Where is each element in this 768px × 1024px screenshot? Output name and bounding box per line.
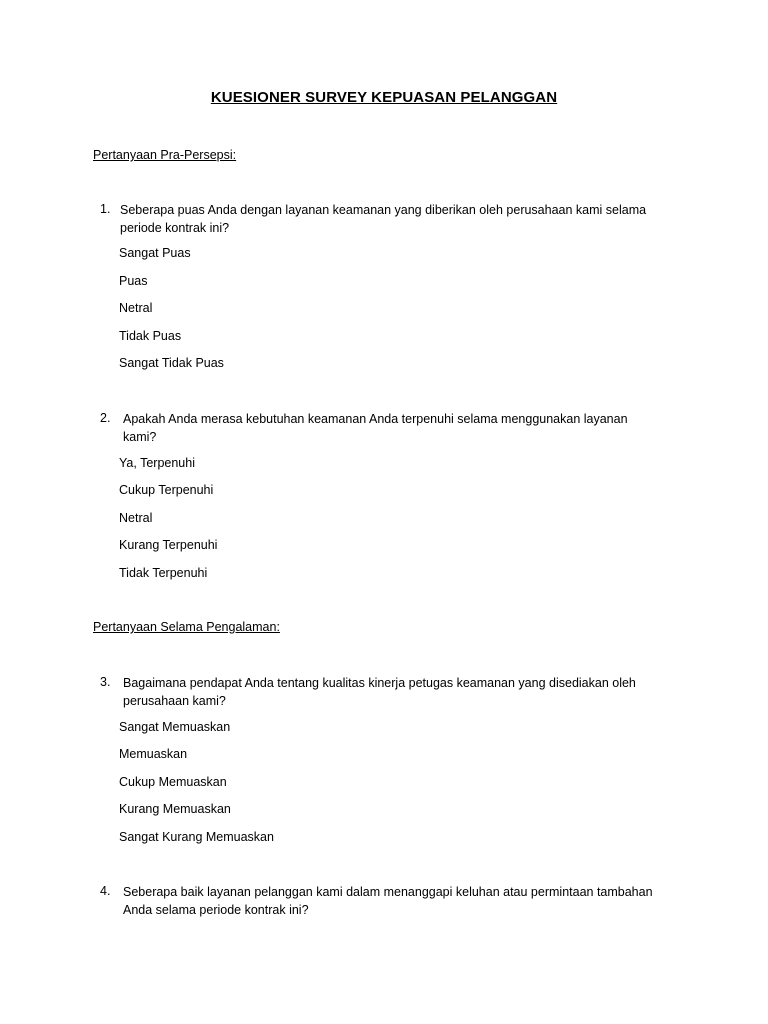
question-line: Seberapa puas Anda dengan layanan keamanan yang diberikan oleh perusahaan kami selama: [120, 203, 647, 217]
answer-option: Cukup Terpenuhi: [119, 483, 214, 497]
document-title: KUESIONER SURVEY KEPUASAN PELANGGAN: [210, 89, 558, 106]
question-line: periode kontrak ini?: [120, 221, 230, 235]
question-number: 4.: [100, 884, 111, 898]
answer-option: Sangat Tidak Puas: [119, 356, 224, 370]
question-number: 1.: [100, 202, 111, 216]
question-text: [123, 674, 683, 710]
answer-option: Tidak Terpenuhi: [119, 566, 208, 580]
question-text: [123, 410, 683, 446]
answer-option: Sangat Kurang Memuaskan: [119, 830, 274, 844]
question-text: [120, 201, 680, 237]
answer-option: Puas: [119, 274, 148, 288]
question-line: Bagaimana pendapat Anda tentang kualitas kinerja petugas keamanan yang disediakan oleh: [123, 676, 636, 690]
section-heading-selama-pengalaman: Pertanyaan Selama Pengalaman:: [93, 620, 280, 634]
question-line: Seberapa baik layanan pelanggan kami dalam menanggapi keluhan atau permintaan tambahan: [123, 885, 653, 899]
question-text: [123, 883, 683, 919]
answer-option: Cukup Memuaskan: [119, 775, 227, 789]
answer-option: Tidak Puas: [119, 329, 182, 343]
section-heading-pra-persepsi: Pertanyaan Pra-Persepsi:: [93, 148, 237, 162]
answer-option: Sangat Memuaskan: [119, 720, 231, 734]
question-line: perusahaan kami?: [123, 694, 226, 708]
answer-option: Ya, Terpenuhi: [119, 456, 195, 470]
answer-option: Memuaskan: [119, 747, 188, 761]
question-number: 2.: [100, 411, 111, 425]
answer-option: Sangat Puas: [119, 246, 191, 260]
question-line: Apakah Anda merasa kebutuhan keamanan Anda terpenuhi selama menggunakan layanan: [123, 412, 628, 426]
answer-option: Kurang Terpenuhi: [119, 538, 218, 552]
question-line: kami?: [123, 430, 157, 444]
question-line: Anda selama periode kontrak ini?: [123, 903, 309, 917]
answer-option: Kurang Memuaskan: [119, 802, 231, 816]
answer-option: Netral: [119, 301, 153, 315]
question-number: 3.: [100, 675, 111, 689]
answer-option: Netral: [119, 511, 153, 525]
